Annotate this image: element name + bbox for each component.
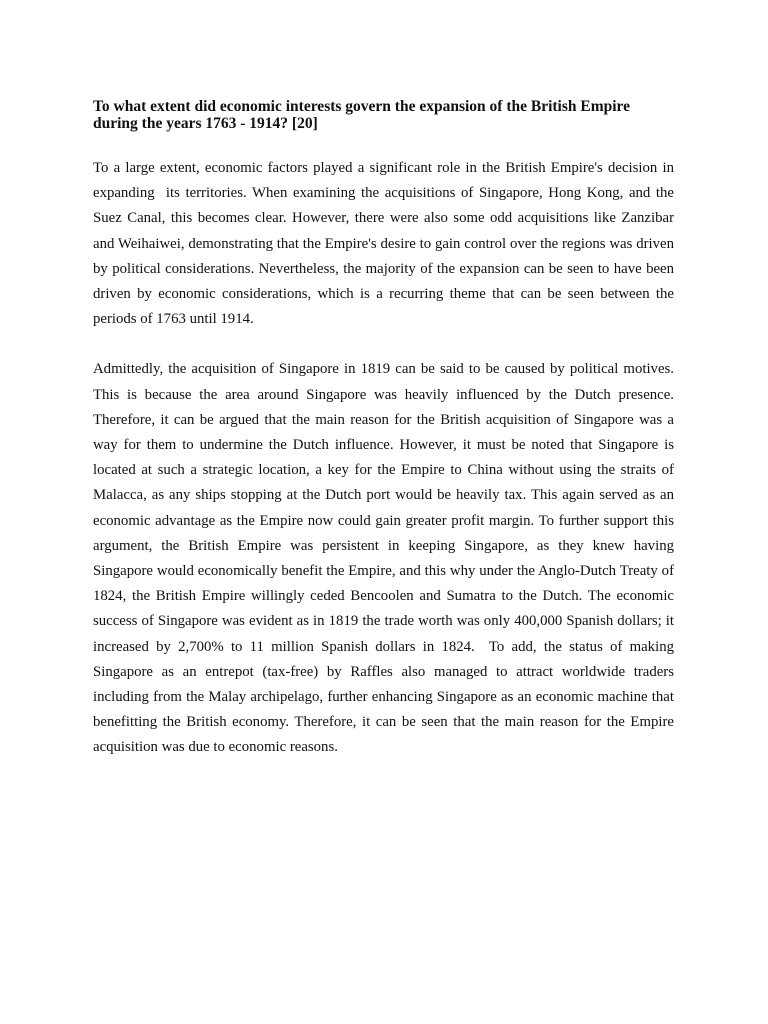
paragraph-introduction: To a large extent, economic factors played a significant role in the British Empire's decision in expanding its territories. When examining the acquisitions of Singapore, Hong Kong, and the Suez Canal, this becomes clear. However, there were also some odd acquisitions like Zanzibar and Weihaiwei, demonstrating that the Empire's desire to gain control over the regions was driven by political considerations. Nevertheless, the majority of the expansion can be seen to have been driven by economic considerations, which is a recurring theme that can be seen between the periods of 1763 until 1914. bbox=[93, 160, 678, 328]
essay-question-title: To what extent did economic interests govern the expansion of the British Empire during the years 1763 - 1914? [20] bbox=[93, 98, 631, 132]
document-page bbox=[93, 98, 682, 786]
paragraph-singapore: Admittedly, the acquisition of Singapore in 1819 can be said to be caused by political motives. This is because the area around Singapore was heavily influenced by the Dutch presence. Therefore, it can be argued that the main reason for the British acquisition of Singapore was a way for them to undermine the Dutch influence. However, it must be noted that Singapore is located at such a strategic location, a key for the Empire to China without using the straits of Malacca, as any ships stopping at the Dutch port would be heavily tax. This again served as an economic advantage as the Empire now could gain greater profit margin. To further support this argument, the British Empire was persistent in keeping Singapore, as they knew having Singapore would economically benefit the Empire, and this why under the Anglo-Dutch Treaty of 1824, the British Empire willingly ceded Bencoolen and Sumatra to the Dutch. The economic success of Singapore was evident as in 1819 the trade worth was only 400,000 Spanish dollars; it increased by 2,700% to 11 million Spanish dollars in 1824. To add, the status of making Singapore as an entrepot (tax-free) by Raffles also managed to attract worldwide traders including from the Malay archipelago, further enhancing Singapore as an economic machine that benefitting the British economy. Therefore, it can be seen that the main reason for the Empire acquisition was due to economic reasons. bbox=[93, 361, 682, 756]
